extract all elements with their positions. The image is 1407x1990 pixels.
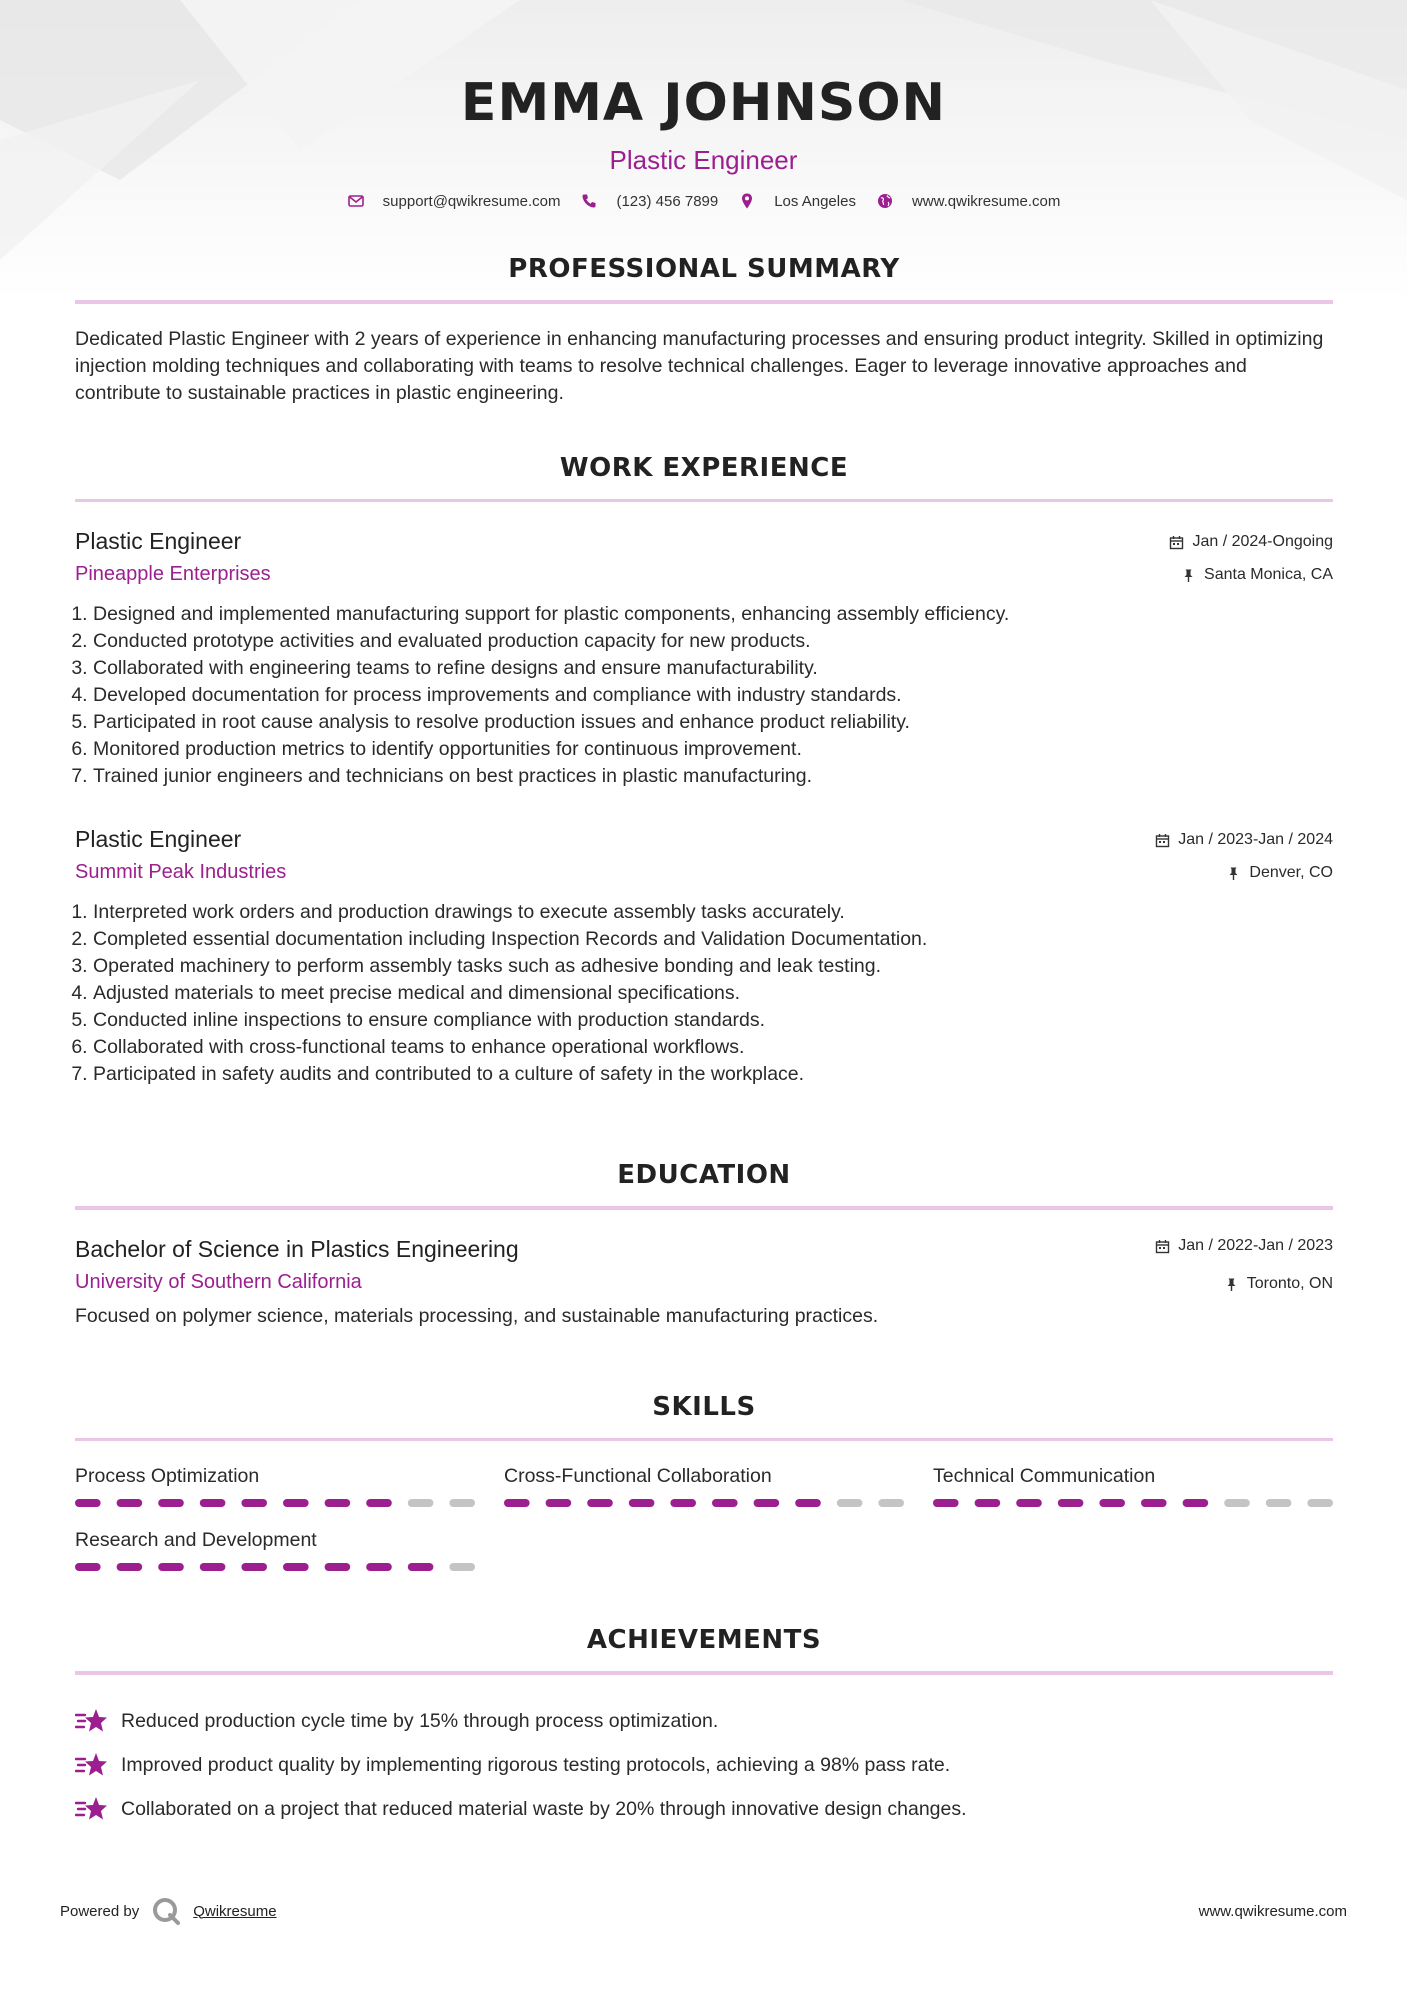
skill-segment-filled <box>629 1499 655 1507</box>
skill-segment-filled <box>325 1499 351 1507</box>
duty-list <box>75 601 1333 790</box>
duty-item: 5. Conducted inline inspections to ensure compliance with production standards. <box>93 1007 1333 1034</box>
contact-website[interactable] <box>876 192 1060 210</box>
skills-grid <box>75 1463 1333 1573</box>
skills-section <box>75 1390 1333 1573</box>
skill-name: Research and Development <box>75 1529 317 1551</box>
duty-item: 5. Participated in root cause analysis to resolve production issues and enhance product reliability. <box>93 709 1333 736</box>
duty-item: 6. Monitored production metrics to identify opportunities for continuous improvement. <box>93 736 1333 763</box>
summary-section <box>75 252 1333 407</box>
education-degree: Bachelor of Science in Plastics Engineering <box>75 1236 519 1262</box>
footer-website[interactable]: www.qwikresume.com <box>1198 1902 1347 1920</box>
skills-heading: SKILLS <box>652 1392 756 1422</box>
skill-segment-filled <box>325 1563 351 1571</box>
skill-segment-empty <box>449 1499 475 1507</box>
skill-segment-filled <box>283 1499 309 1507</box>
skill-segment-empty <box>408 1499 434 1507</box>
section-divider <box>75 300 1333 304</box>
skill-segment-filled <box>546 1499 572 1507</box>
skill-segment-empty <box>1266 1499 1292 1507</box>
skill-segment-filled <box>241 1499 267 1507</box>
skill-segment-filled <box>754 1499 780 1507</box>
skill-segment-filled <box>117 1499 143 1507</box>
award-star-icon <box>75 1706 109 1736</box>
calendar-icon <box>1155 1239 1170 1254</box>
skill-segment-filled <box>75 1563 101 1571</box>
summary-heading: PROFESSIONAL SUMMARY <box>508 254 900 284</box>
experience-heading: WORK EXPERIENCE <box>559 453 849 483</box>
skill-segment-filled <box>200 1563 226 1571</box>
pushpin-icon <box>1224 1277 1239 1292</box>
achievements-section <box>75 1623 1333 1831</box>
skill-segment-filled <box>117 1563 143 1571</box>
contact-phone[interactable] <box>580 192 718 210</box>
education-dates: Jan / 2022-Jan / 2023 <box>1178 1237 1333 1254</box>
duty-item: 7. Trained junior engineers and technicians on best practices in plastic manufacturing. <box>93 763 1333 790</box>
skill-segment-filled <box>241 1563 267 1571</box>
duty-list <box>75 899 1333 1088</box>
job-dates: Jan / 2024-Ongoing <box>1192 533 1333 550</box>
job-company: Pineapple Enterprises <box>75 563 271 585</box>
skill-segment-empty <box>449 1563 475 1571</box>
pushpin-icon <box>1181 568 1196 583</box>
skill-name: Technical Communication <box>933 1465 1156 1487</box>
skill-level-bar <box>75 1497 475 1509</box>
duty-item: 2. Completed essential documentation including Inspection Records and Validation Documentation. <box>93 926 1333 953</box>
skill-segment-empty <box>878 1499 904 1507</box>
contact-bar <box>0 192 1407 210</box>
skill-segment-filled <box>75 1499 101 1507</box>
duty-item: 4. Developed documentation for process improvements and compliance with industry standards. <box>93 682 1333 709</box>
achievement-text: Improved product quality by implementing rigorous testing protocols, achieving a 98% pass rate. <box>121 1753 951 1776</box>
website-text: www.qwikresume.com <box>911 192 1061 210</box>
job-location: Denver, CO <box>1249 864 1333 881</box>
skill-segment-filled <box>1016 1499 1042 1507</box>
duty-item: 6. Collaborated with cross-functional teams to enhance operational workflows. <box>93 1034 1333 1061</box>
duty-item: 1. Interpreted work orders and production drawings to execute assembly tasks accurately. <box>93 899 1333 926</box>
job-role: Plastic Engineer <box>75 528 242 554</box>
map-pin-icon <box>738 192 756 210</box>
section-divider <box>75 1671 1333 1675</box>
skill-segment-filled <box>712 1499 738 1507</box>
duty-item: 3. Operated machinery to perform assembly tasks such as adhesive bonding and leak testing. <box>93 953 1333 980</box>
skill-segment-filled <box>1183 1499 1209 1507</box>
phone-icon <box>580 192 598 210</box>
phone-text: (123) 456 7899 <box>616 192 719 210</box>
achievements-heading: ACHIEVEMENTS <box>586 1625 822 1655</box>
contact-email[interactable] <box>347 192 561 210</box>
skill-item <box>75 1463 475 1509</box>
achievement-text: Reduced production cycle time by 15% through process optimization. <box>121 1709 719 1732</box>
skill-segment-filled <box>158 1499 184 1507</box>
skill-segment-filled <box>200 1499 226 1507</box>
job-dates: Jan / 2023-Jan / 2024 <box>1178 831 1333 848</box>
experience-section <box>75 451 1333 1088</box>
summary-text: Dedicated Plastic Engineer with 2 years of experience in enhancing manufacturing processes and ensuring product integrity. Skilled in optimizing injection molding techniques and collaborating with teams to resolve technical challenges. Eager to leverage innovative approaches and contribute to sustainable practices in plastic engineering. <box>75 328 1324 404</box>
duty-item: 1. Designed and implemented manufacturing support for plastic components, enhancing assembly efficiency. <box>93 601 1333 628</box>
skill-segment-filled <box>366 1499 392 1507</box>
skill-level-bar <box>933 1497 1333 1509</box>
envelope-icon <box>347 192 365 210</box>
achievement-item <box>75 1787 1333 1831</box>
skill-segment-filled <box>670 1499 696 1507</box>
section-divider <box>75 1438 1333 1441</box>
contact-location <box>738 192 856 210</box>
award-star-icon <box>75 1750 109 1780</box>
skill-item <box>75 1527 475 1573</box>
duty-item: 2. Conducted prototype activities and evaluated production capacity for new products. <box>93 628 1333 655</box>
job-entry <box>75 526 1333 790</box>
skill-segment-filled <box>408 1563 434 1571</box>
job-company: Summit Peak Industries <box>75 861 287 883</box>
award-star-icon <box>75 1794 109 1824</box>
skill-segment-filled <box>1058 1499 1084 1507</box>
pushpin-icon <box>1226 866 1241 881</box>
education-section <box>75 1158 1333 1330</box>
skill-segment-filled <box>158 1563 184 1571</box>
education-school: University of Southern California <box>75 1271 362 1293</box>
skill-name: Cross-Functional Collaboration <box>504 1465 772 1487</box>
skill-segment-filled <box>504 1499 530 1507</box>
globe-icon <box>876 192 894 210</box>
qwikresume-logo-icon <box>151 1896 181 1926</box>
skill-segment-filled <box>283 1563 309 1571</box>
skill-segment-empty <box>837 1499 863 1507</box>
achievement-text: Collaborated on a project that reduced material waste by 20% through innovative design changes. <box>121 1797 967 1820</box>
skill-segment-filled <box>587 1499 613 1507</box>
job-location: Santa Monica, CA <box>1204 566 1333 583</box>
section-divider <box>75 1206 1333 1210</box>
skill-segment-filled <box>1099 1499 1125 1507</box>
skill-name: Process Optimization <box>75 1465 260 1487</box>
resume-header <box>0 0 1407 210</box>
education-location: Toronto, ON <box>1246 1275 1333 1292</box>
job-entry <box>75 824 1333 1088</box>
achievement-list <box>75 1699 1333 1831</box>
achievement-item <box>75 1743 1333 1787</box>
education-entry <box>75 1234 1333 1330</box>
powered-by-label: Powered by <box>60 1902 140 1920</box>
education-description: Focused on polymer science, materials processing, and sustainable manufacturing practices. <box>75 1305 879 1327</box>
skill-segment-filled <box>975 1499 1001 1507</box>
duty-item: 3. Collaborated with engineering teams to refine designs and ensure manufacturability. <box>93 655 1333 682</box>
skill-item <box>504 1463 904 1509</box>
brand-link[interactable]: Qwikresume <box>193 1902 277 1920</box>
email-text: support@qwikresume.com <box>382 192 561 210</box>
location-text: Los Angeles <box>774 192 856 210</box>
job-role: Plastic Engineer <box>75 826 242 852</box>
duty-item: 4. Adjusted materials to meet precise medical and dimensional specifications. <box>93 980 1333 1007</box>
calendar-icon <box>1169 535 1184 550</box>
skill-segment-empty <box>1307 1499 1333 1507</box>
candidate-name: EMMA JOHNSON <box>460 73 947 133</box>
page-footer <box>60 1896 1347 1926</box>
achievement-item <box>75 1699 1333 1743</box>
duty-item: 7. Participated in safety audits and contributed to a culture of safety in the workplace. <box>93 1061 1333 1088</box>
skill-segment-filled <box>1141 1499 1167 1507</box>
skill-level-bar <box>504 1497 904 1509</box>
skill-segment-filled <box>366 1563 392 1571</box>
education-heading: EDUCATION <box>617 1160 791 1190</box>
calendar-icon <box>1155 833 1170 848</box>
section-divider <box>75 499 1333 502</box>
skill-segment-filled <box>933 1499 959 1507</box>
skill-segment-filled <box>795 1499 821 1507</box>
powered-by <box>60 1896 277 1926</box>
candidate-title: Plastic Engineer <box>609 145 798 175</box>
skill-segment-empty <box>1224 1499 1250 1507</box>
skill-item <box>933 1463 1333 1509</box>
skill-level-bar <box>75 1561 475 1573</box>
